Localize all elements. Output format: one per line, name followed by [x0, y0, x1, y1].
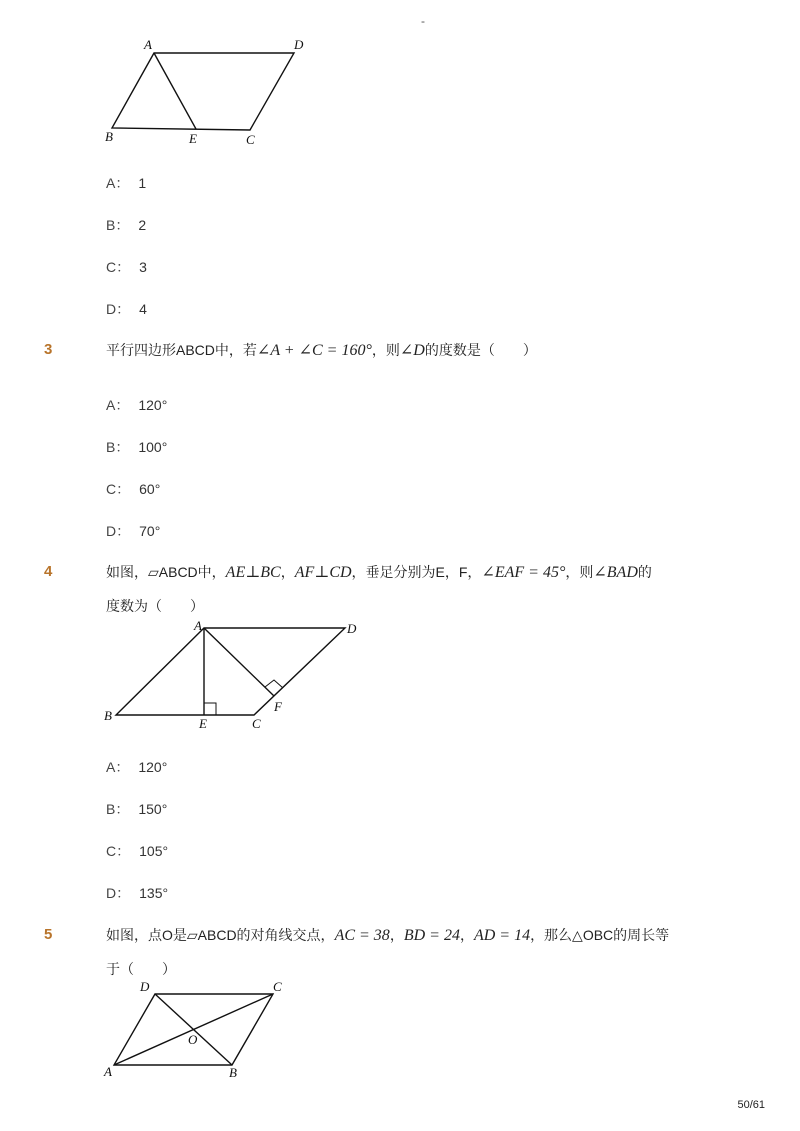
label-b: B [104, 708, 112, 723]
q3-option-a[interactable] [106, 395, 167, 415]
q4-math-ae-perp-bc: AE⊥BC [225, 564, 281, 581]
option-value: 150° [138, 801, 168, 817]
q5-text-c: ， [459, 927, 474, 943]
q2-option-a[interactable] [106, 173, 146, 193]
question-5-text [106, 925, 669, 945]
option-value: 135° [139, 885, 169, 901]
parallelogram-abcd [116, 628, 345, 715]
q4-math-angle-eaf: ∠EAF = 45° [481, 564, 566, 581]
segment-ae [154, 53, 196, 129]
option-value: 100° [138, 439, 168, 455]
right-angle-mark-f [265, 680, 283, 688]
q5-text-d: ，那么△OBC的周长等 [530, 927, 670, 943]
q5-math-bd: BD = 24 [403, 927, 460, 944]
option-value: 70° [139, 523, 161, 539]
q4-text-c: ，垂足分别为E，F， [351, 564, 482, 580]
label-d: D [294, 37, 304, 52]
q5-math-ad: AD = 14 [473, 927, 531, 944]
option-letter: A： [106, 175, 130, 191]
label-b: B [105, 129, 113, 144]
label-b: B [229, 1065, 237, 1080]
q4-text-d: ，则 [565, 564, 594, 580]
option-value: 105° [139, 843, 169, 859]
q4-option-b[interactable] [106, 799, 167, 819]
label-f: F [274, 699, 282, 714]
option-value: 1 [138, 175, 147, 191]
q2-option-d[interactable] [106, 299, 147, 319]
question-number-3: 3 [44, 341, 53, 358]
question-4-text-line2: 度数为（ ） [106, 598, 204, 614]
option-letter: B： [106, 439, 130, 455]
label-a: A [104, 1064, 112, 1079]
q4-math-af-perp-cd: AF⊥CD [294, 564, 352, 581]
q3-text-a: 平行四边形ABCD中，若 [106, 342, 257, 358]
label-c: C [273, 979, 282, 994]
q3-option-b[interactable] [106, 437, 167, 457]
option-value: 60° [139, 481, 161, 497]
option-value: 120° [138, 397, 168, 413]
option-letter: D： [106, 523, 131, 539]
q4-option-d[interactable] [106, 883, 168, 903]
label-e: E [199, 716, 207, 731]
segment-af [204, 628, 274, 696]
option-letter: D： [106, 301, 131, 317]
right-angle-mark-e [204, 703, 216, 715]
parallelogram-abcd [112, 53, 294, 130]
question-number-5: 5 [44, 926, 53, 943]
question-number-4: 4 [44, 563, 53, 580]
page-number: 50/61 [737, 1099, 765, 1111]
q4-text-a: 如图，▱ABCD中， [106, 564, 226, 580]
q2-option-c[interactable] [106, 257, 147, 277]
label-a: A [194, 618, 202, 633]
q4-option-c[interactable] [106, 841, 168, 861]
q4-text-e: 的 [637, 564, 652, 580]
q3-option-d[interactable] [106, 521, 160, 541]
q3-option-c[interactable] [106, 479, 160, 499]
question-5-text-line2: 于（ ） [106, 961, 176, 977]
option-letter: A： [106, 397, 130, 413]
q3-text-c: 的度数是（ ） [424, 342, 537, 358]
option-value: 120° [138, 759, 168, 775]
question-4-text [106, 562, 652, 582]
option-letter: D： [106, 885, 131, 901]
q3-math-angle-d: ∠D [399, 342, 425, 359]
label-d: D [140, 979, 150, 994]
top-mark: - [421, 14, 425, 28]
option-letter: C： [106, 843, 131, 859]
option-letter: C： [106, 259, 131, 275]
label-a: A [144, 37, 152, 52]
option-letter: A： [106, 759, 130, 775]
q2-option-b[interactable] [106, 215, 146, 235]
label-o: O [188, 1032, 198, 1047]
q4-option-a[interactable] [106, 757, 167, 777]
option-value: 3 [139, 259, 147, 275]
option-value: 2 [138, 217, 147, 233]
diagonal-bd [155, 994, 232, 1065]
question-3-text [106, 340, 537, 360]
parallelogram-figure-q5 [100, 978, 300, 1080]
q3-text-b: ，则 [371, 342, 400, 358]
label-c: C [246, 132, 255, 147]
label-c: C [252, 716, 261, 731]
option-letter: B： [106, 801, 130, 817]
q4-text-b: ， [280, 564, 295, 580]
q5-text-a: 如图，点O是▱ABCD的对角线交点， [106, 927, 335, 943]
label-d: D [347, 621, 357, 636]
label-e: E [189, 131, 197, 146]
q3-math-angle-sum: ∠A + ∠C = 160° [256, 342, 372, 359]
parallelogram-figure-q4 [100, 616, 370, 736]
q5-math-ac: AC = 38 [334, 927, 390, 944]
q5-text-b: ， [389, 927, 404, 943]
parallelogram-figure-q2 [100, 34, 320, 154]
option-letter: B： [106, 217, 130, 233]
option-value: 4 [139, 301, 147, 317]
option-letter: C： [106, 481, 131, 497]
q4-math-angle-bad: ∠BAD [593, 564, 638, 581]
